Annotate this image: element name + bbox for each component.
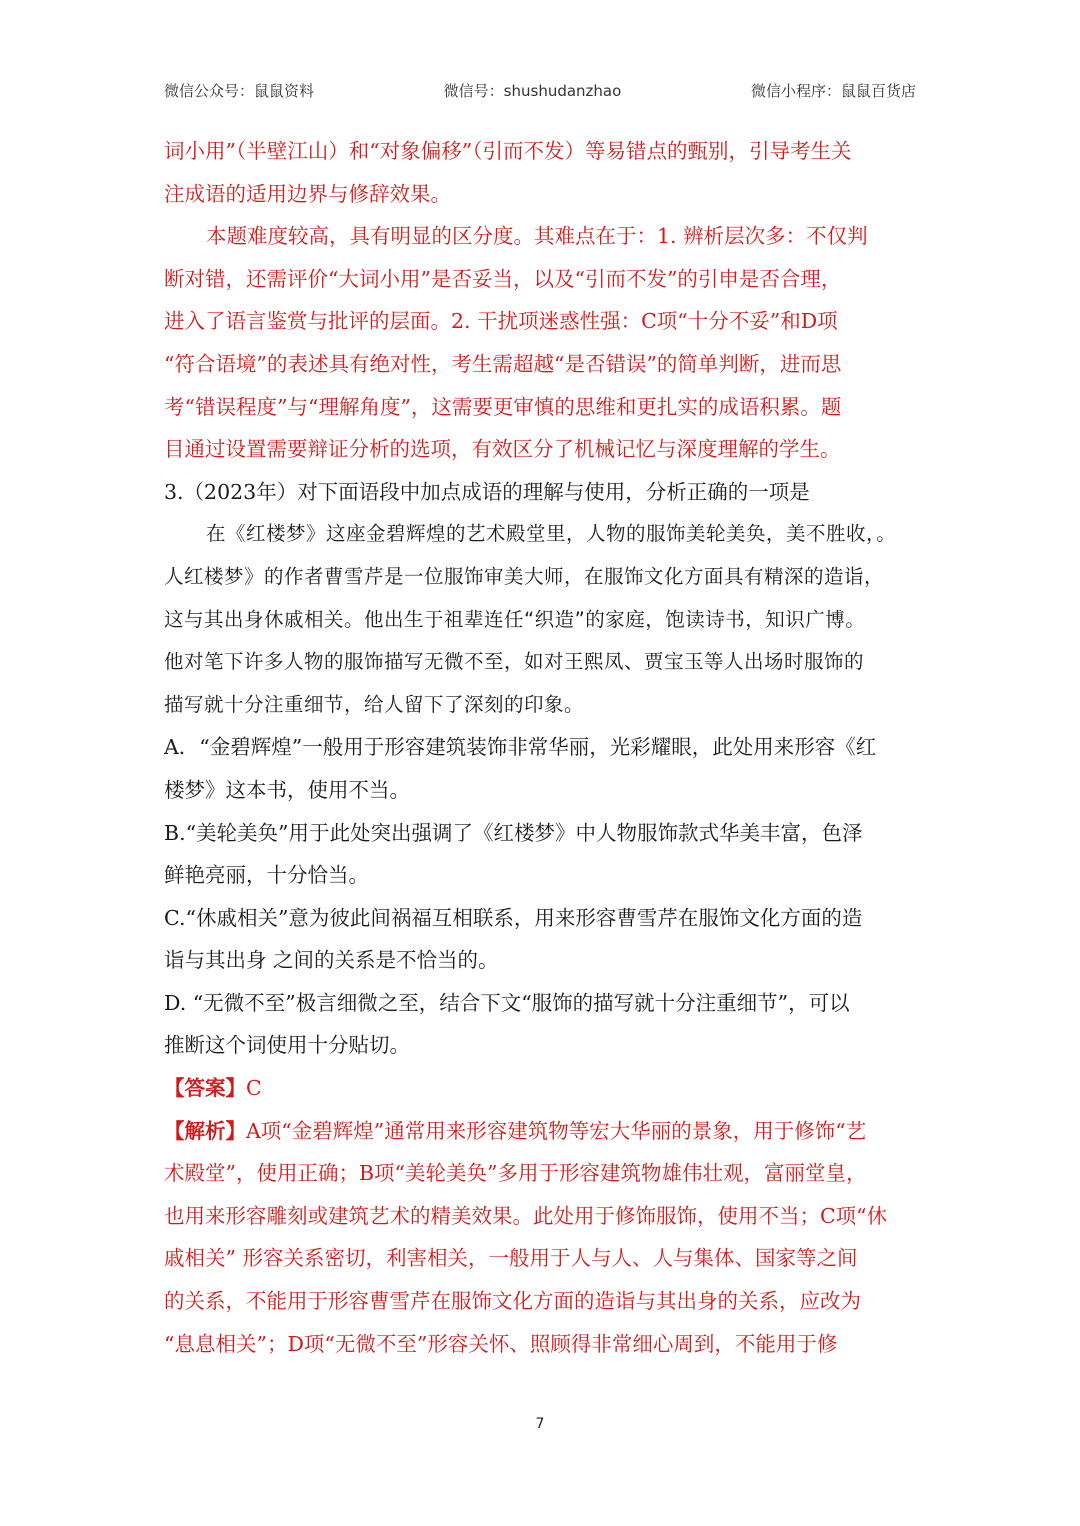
header-wechat-id: 微信号：shushudanzhao	[443, 81, 622, 100]
explanation-line: “息息相关”；D项“无微不至”形容关怀、照顾得非常细心周到，不能用于修	[164, 1331, 838, 1356]
analysis-line: 目通过设置需要辩证分析的选项，有效区分了机械记忆与深度理解的学生。	[164, 437, 841, 462]
answer-value: C	[246, 1076, 262, 1101]
option-line: 推断这个词使用十分贴切。	[164, 1033, 410, 1058]
explanation-line: 也用来形容雕刻或建筑艺术的精美效果。此处用于修饰服饰，使用不当；C项“休	[164, 1203, 888, 1228]
analysis-line: “符合语境”的表述具有绝对性，考生需超越“是否错误”的简单判断，进而思	[164, 351, 842, 376]
page-header	[164, 76, 916, 104]
option-line: 楼梦》这本书，使用不当。	[164, 777, 410, 802]
question-stem: 3.（2023年）对下面语段中加点成语的理解与使用，分析正确的一项是	[164, 479, 810, 504]
answer-label: 【答案】	[164, 1076, 246, 1101]
option-line: 诣与其出身 之间的关系是不恰当的。	[164, 948, 499, 973]
header-wechat-mini-program: 微信小程序：鼠鼠百货店	[750, 81, 916, 100]
explanation-label: 【解析】	[164, 1118, 246, 1143]
passage-line: 描写就十分注重细节，给人留下了深刻的印象。	[164, 692, 585, 716]
analysis-line: 本题难度较高，具有明显的区分度。其难点在于：1. 辨析层次多：不仅判	[206, 224, 868, 249]
passage-line: 他对笔下许多人物的服饰描写无微不至，如对王熙凤、贾宝玉等人出场时服饰的	[164, 650, 865, 674]
option-line: 鲜艳亮丽，十分恰当。	[164, 863, 369, 888]
explanation-line	[164, 1110, 916, 1153]
option-line: D. “无微不至”极言细微之至，结合下文“服饰的描写就十分注重细节”，可以	[164, 990, 850, 1015]
page-content	[164, 130, 916, 1365]
explanation-line: 戚相关” 形容关系密切，利害相关，一般用于人与人、人与集体、国家等之间	[164, 1246, 858, 1271]
analysis-line: 注成语的适用边界与修辞效果。	[164, 181, 451, 206]
option-line: A．“金碧辉煌”一般用于形容建筑装饰非常华丽，光彩耀眼，此处用来形容《红	[164, 735, 877, 760]
header-wechat-official-account: 微信公众号：鼠鼠资料	[164, 81, 315, 100]
passage-line: 这与其出身休戚相关。他出生于祖辈连任“织造”的家庭，饱读诗书，知识广博。	[164, 607, 866, 631]
page-number: 7	[535, 1416, 545, 1432]
option-line: C.“休戚相关”意为彼此间祸福互相联系，用来形容曹雪芹在服饰文化方面的造	[164, 905, 863, 930]
explanation-line: 术殿堂”，使用正确；B项“美轮美奂”多用于形容建筑物雄伟壮观，富丽堂皇，	[164, 1161, 867, 1186]
explanation-line: 的关系，不能用于形容曹雪芹在服饰文化方面的造诣与其出身的关系，应改为	[164, 1289, 861, 1314]
answer-line	[164, 1067, 916, 1110]
analysis-line: 词小用”（半壁江山）和“对象偏移”（引而不发）等易错点的甄别，引导考生关	[164, 139, 852, 163]
explanation-text: A项“金碧辉煌”通常用来形容建筑物等宏大华丽的景象，用于修饰“艺	[246, 1118, 867, 1143]
analysis-line: 断对错，还需评价“大词小用”是否妥当，以及“引而不发”的引申是否合理，	[164, 266, 842, 291]
passage-line: 在《红楼梦》这座金碧辉煌的艺术殿堂里，人物的服饰美轮美奂，美不胜收，。	[206, 522, 897, 546]
option-line: B.“美轮美奂”用于此处突出强调了《红楼梦》中人物服饰款式华美丰富，色泽	[164, 820, 863, 845]
analysis-line: 进入了语言鉴赏与批评的层面。2. 干扰项迷惑性强：C项“十分不妥”和D项	[164, 309, 838, 334]
analysis-line: 考“错误程度”与“理解角度”，这需要更审慎的思维和更扎实的成语积累。题	[164, 394, 842, 419]
passage-line: 人红楼梦》的作者曹雪芹是一位服饰审美大师，在服饰文化方面具有精深的造诣，	[164, 564, 885, 588]
